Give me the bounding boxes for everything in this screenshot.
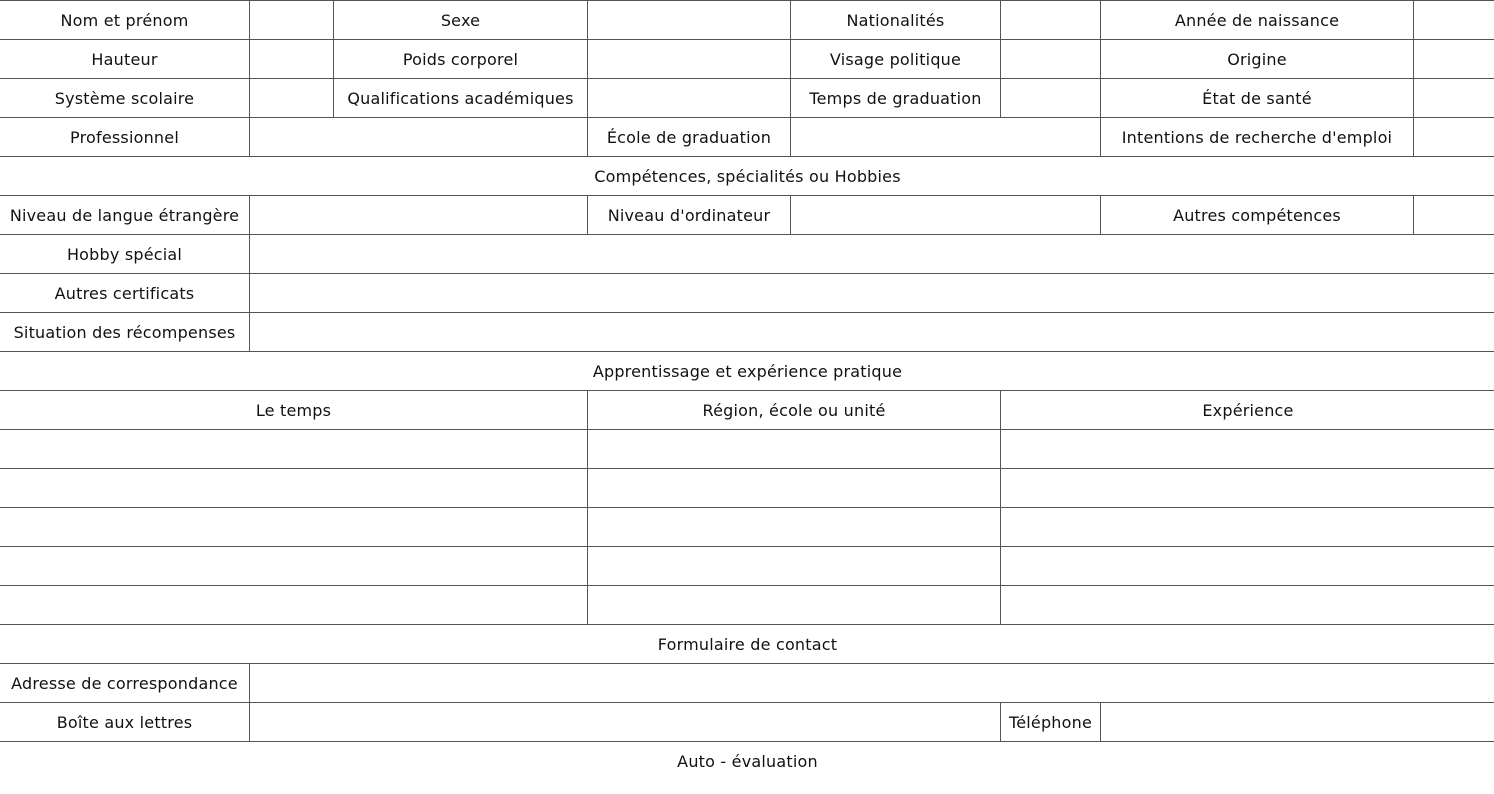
- row-certificates: [0, 274, 1494, 313]
- origin-label: Origine: [1101, 40, 1414, 79]
- job-intentions-label: Intentions de recherche d'emploi: [1101, 118, 1414, 157]
- height-field[interactable]: [250, 40, 334, 79]
- experience-region-field[interactable]: [588, 430, 1001, 469]
- row-contact-title: [0, 625, 1494, 664]
- experience-detail-field[interactable]: [1001, 586, 1494, 625]
- row-name: [0, 1, 1494, 40]
- mailbox-field[interactable]: [250, 703, 1001, 742]
- experience-region-field[interactable]: [588, 469, 1001, 508]
- weight-label: Poids corporel: [334, 40, 588, 79]
- experience-column-header: Région, école ou unité: [588, 391, 1001, 430]
- nationality-field[interactable]: [1001, 1, 1101, 40]
- qualifications-field[interactable]: [588, 79, 791, 118]
- row-school: [0, 79, 1494, 118]
- phone-label: Téléphone: [1001, 703, 1101, 742]
- experience-time-field[interactable]: [0, 430, 588, 469]
- weight-field[interactable]: [588, 40, 791, 79]
- language-field[interactable]: [250, 196, 588, 235]
- experience-region-field[interactable]: [588, 547, 1001, 586]
- graduation-time-field[interactable]: [1001, 79, 1101, 118]
- row-awards: [0, 313, 1494, 352]
- school-system-field[interactable]: [250, 79, 334, 118]
- experience-detail-field[interactable]: [1001, 469, 1494, 508]
- skills-section-title: Compétences, spécialités ou Hobbies: [0, 157, 1494, 196]
- experience-row: [0, 508, 1494, 547]
- experience-time-field[interactable]: [0, 547, 588, 586]
- experience-region-field[interactable]: [588, 586, 1001, 625]
- experience-row: [0, 430, 1494, 469]
- row-professional: [0, 118, 1494, 157]
- certificates-label: Autres certificats: [0, 274, 250, 313]
- nationality-label: Nationalités: [791, 1, 1001, 40]
- birth-year-label: Année de naissance: [1101, 1, 1414, 40]
- experience-section-title: Apprentissage et expérience pratique: [0, 352, 1494, 391]
- address-field[interactable]: [250, 664, 1494, 703]
- experience-detail-field[interactable]: [1001, 430, 1494, 469]
- graduation-school-label: École de graduation: [588, 118, 791, 157]
- qualifications-label: Qualifications académiques: [334, 79, 588, 118]
- self-evaluation-section-title: Auto - évaluation: [0, 742, 1494, 781]
- experience-row: [0, 547, 1494, 586]
- sex-field[interactable]: [588, 1, 791, 40]
- origin-field[interactable]: [1414, 40, 1494, 79]
- experience-region-field[interactable]: [588, 508, 1001, 547]
- experience-detail-field[interactable]: [1001, 508, 1494, 547]
- certificates-field[interactable]: [250, 274, 1494, 313]
- other-skills-field[interactable]: [1414, 196, 1494, 235]
- row-self-evaluation-title: [0, 742, 1494, 781]
- row-hobby: [0, 235, 1494, 274]
- row-mailbox: [0, 703, 1494, 742]
- experience-time-field[interactable]: [0, 508, 588, 547]
- experience-row: [0, 586, 1494, 625]
- political-label: Visage politique: [791, 40, 1001, 79]
- computer-label: Niveau d'ordinateur: [588, 196, 791, 235]
- row-experience-header: [0, 391, 1494, 430]
- sex-label: Sexe: [334, 1, 588, 40]
- experience-column-header: Expérience: [1001, 391, 1494, 430]
- political-field[interactable]: [1001, 40, 1101, 79]
- phone-field[interactable]: [1101, 703, 1494, 742]
- computer-field[interactable]: [791, 196, 1101, 235]
- experience-time-field[interactable]: [0, 469, 588, 508]
- row-height: [0, 40, 1494, 79]
- birth-year-field[interactable]: [1414, 1, 1494, 40]
- experience-column-header: Le temps: [0, 391, 588, 430]
- graduation-time-label: Temps de graduation: [791, 79, 1001, 118]
- hobby-field[interactable]: [250, 235, 1494, 274]
- awards-label: Situation des récompenses: [0, 313, 250, 352]
- name-label: Nom et prénom: [0, 1, 250, 40]
- job-intentions-field[interactable]: [1414, 118, 1494, 157]
- other-skills-label: Autres compétences: [1101, 196, 1414, 235]
- language-label: Niveau de langue étrangère: [0, 196, 250, 235]
- mailbox-label: Boîte aux lettres: [0, 703, 250, 742]
- professional-label: Professionnel: [0, 118, 250, 157]
- health-label: État de santé: [1101, 79, 1414, 118]
- row-language: [0, 196, 1494, 235]
- awards-field[interactable]: [250, 313, 1494, 352]
- professional-field[interactable]: [250, 118, 588, 157]
- health-field[interactable]: [1414, 79, 1494, 118]
- experience-time-field[interactable]: [0, 586, 588, 625]
- contact-section-title: Formulaire de contact: [0, 625, 1494, 664]
- row-skills-title: [0, 157, 1494, 196]
- school-system-label: Système scolaire: [0, 79, 250, 118]
- height-label: Hauteur: [0, 40, 250, 79]
- experience-detail-field[interactable]: [1001, 547, 1494, 586]
- hobby-label: Hobby spécial: [0, 235, 250, 274]
- row-address: [0, 664, 1494, 703]
- experience-row: [0, 469, 1494, 508]
- graduation-school-field[interactable]: [791, 118, 1101, 157]
- name-field[interactable]: [250, 1, 334, 40]
- address-label: Adresse de correspondance: [0, 664, 250, 703]
- row-experience-title: [0, 352, 1494, 391]
